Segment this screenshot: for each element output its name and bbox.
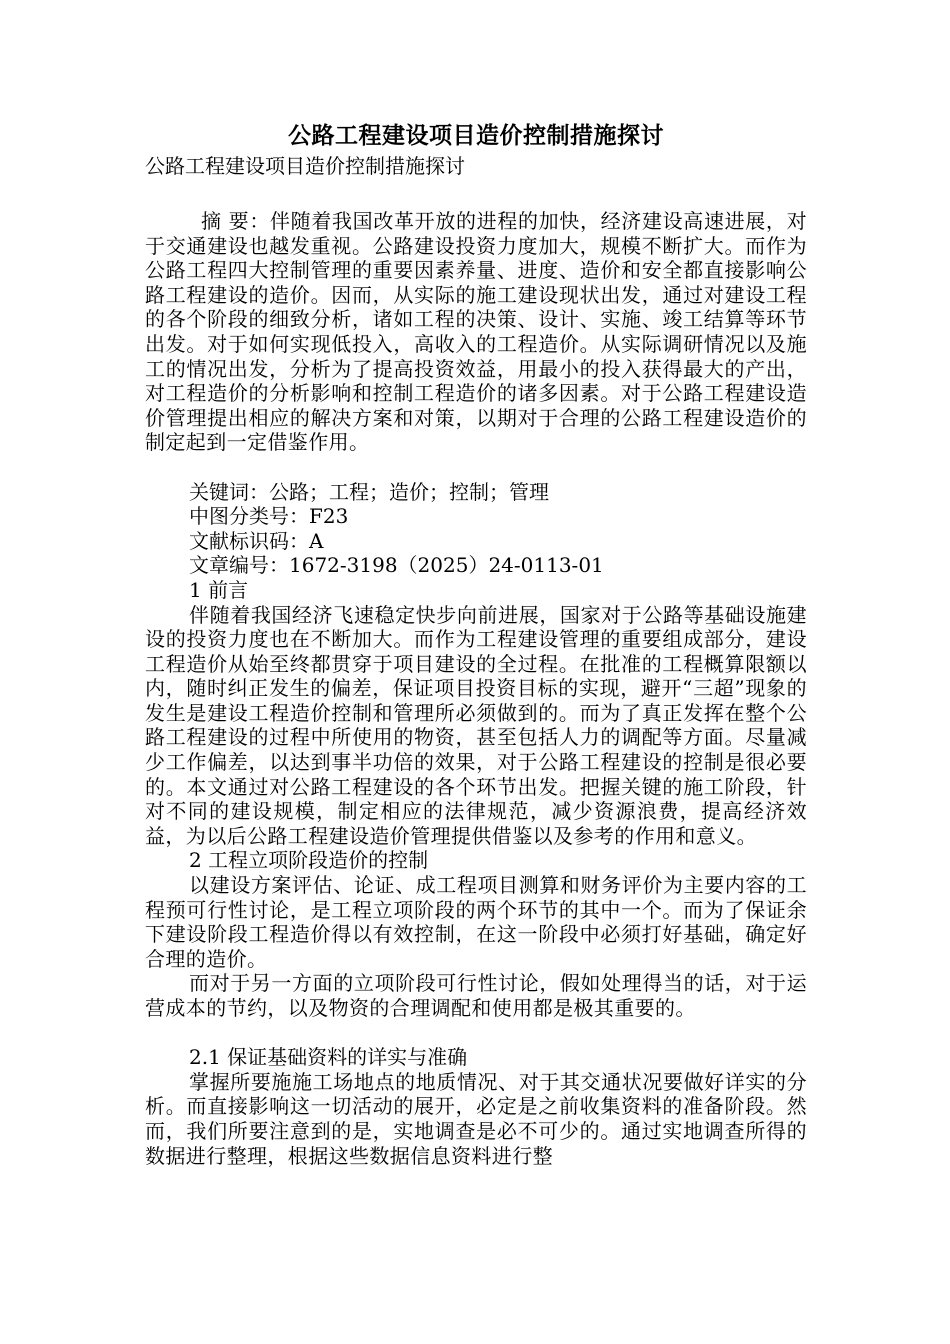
section-heading-project-approval: 2 工程立项阶段造价的控制: [189, 848, 429, 873]
project-approval-paragraph-2: 而对于另一方面的立项阶段可行性讨论，假如处理得当的话，对于运营成本的节约，以及物资的合理调配和使用都是极其重要的。: [145, 971, 807, 1020]
document-subtitle: 公路工程建设项目造价控制措施探讨: [145, 154, 465, 178]
document-code-line: 文献标识码：A: [189, 528, 324, 553]
abstract-paragraph: 摘 要：伴随着我国改革开放的进程的加快，经济建设高速进展，对于交通建设也越发重视。公路建设投资力度加大，规模不断扩大。而作为公路工程四大控制管理的重要因素养量、进度、造价和安全都直接影响公路工程建设的造价。因而，从实际的施工建设现状出发，通过对建设工程的各个阶段的细致分析，诸如工程的决策、设计、实施、竣工结算等环节出发。对于如何实现低投入，高收入的工程造价。从实际调研情况以及施工的情况出发，分析为了提高投资效益，用最小的投入获得最大的产出，对工程造价的分析影响和控制工程造价的诸多因素。对于公路工程建设造价管理提出相应的解决方案和对策，以期对于合理的公路工程建设造价的制定起到一定借鉴作用。: [145, 209, 807, 455]
spacer: [145, 1021, 807, 1046]
section-heading-intro: 1 前言: [189, 577, 249, 602]
spacer: [145, 455, 807, 480]
intro-paragraph: 伴随着我国经济飞速稳定快步向前进展，国家对于公路等基础设施建设的投资力度也在不断加大。而作为工程建设管理的重要组成部分，建设工程造价从始至终都贯穿于项目建设的全过程。在批准的工程概算限额以内，随时纠正发生的偏差，保证项目投资目标的实现，避开“三超”现象的发生是建设工程造价控制和管理所必须做到的。而为了真正发挥在整个公路工程建设的过程中所使用的物资，甚至包括人力的调配等方面。尽量减少工作偏差，以达到事半功倍的效果，对于公路工程建设的控制是很必要的。本文通过对公路工程建设的各个环节出发。把握关键的施工阶段，针对不同的建设规模，制定相应的法律规范，减少资源浪费，提高经济效益，为以后公路工程建设造价管理提供借鉴以及参考的作用和意义。: [145, 602, 807, 848]
classification-line: 中图分类号：F23: [189, 504, 349, 529]
keywords-line: 关键词：公路；工程；造价；控制；管理: [189, 479, 549, 504]
basic-data-paragraph: 掌握所要施施工场地点的地质情况、对于其交通状况要做好详实的分析。而直接影响这一切活动的展开，必定是之前收集资料的准备阶段。然而，我们所要注意到的是，实地调查是必不可少的。通过实地调查所得的数据进行整理，根据这些数据信息资料进行整: [145, 1069, 807, 1168]
subsection-heading-basic-data: 2.1 保证基础资料的详实与准确: [189, 1045, 468, 1070]
article-number-line: 文章编号：1672-3198（2025）24-0113-01: [189, 553, 604, 578]
project-approval-paragraph-1: 以建设方案评估、论证、成工程项目测算和财务评价为主要内容的工程预可行性讨论，是工程立项阶段的两个环节的其中一个。而为了保证余下建设阶段工程造价得以有效控制，在这一阶段中必须打好基础，确定好合理的造价。: [145, 873, 807, 971]
document-page: [145, 120, 807, 1168]
document-title: 公路工程建设项目造价控制措施探讨: [288, 122, 664, 149]
